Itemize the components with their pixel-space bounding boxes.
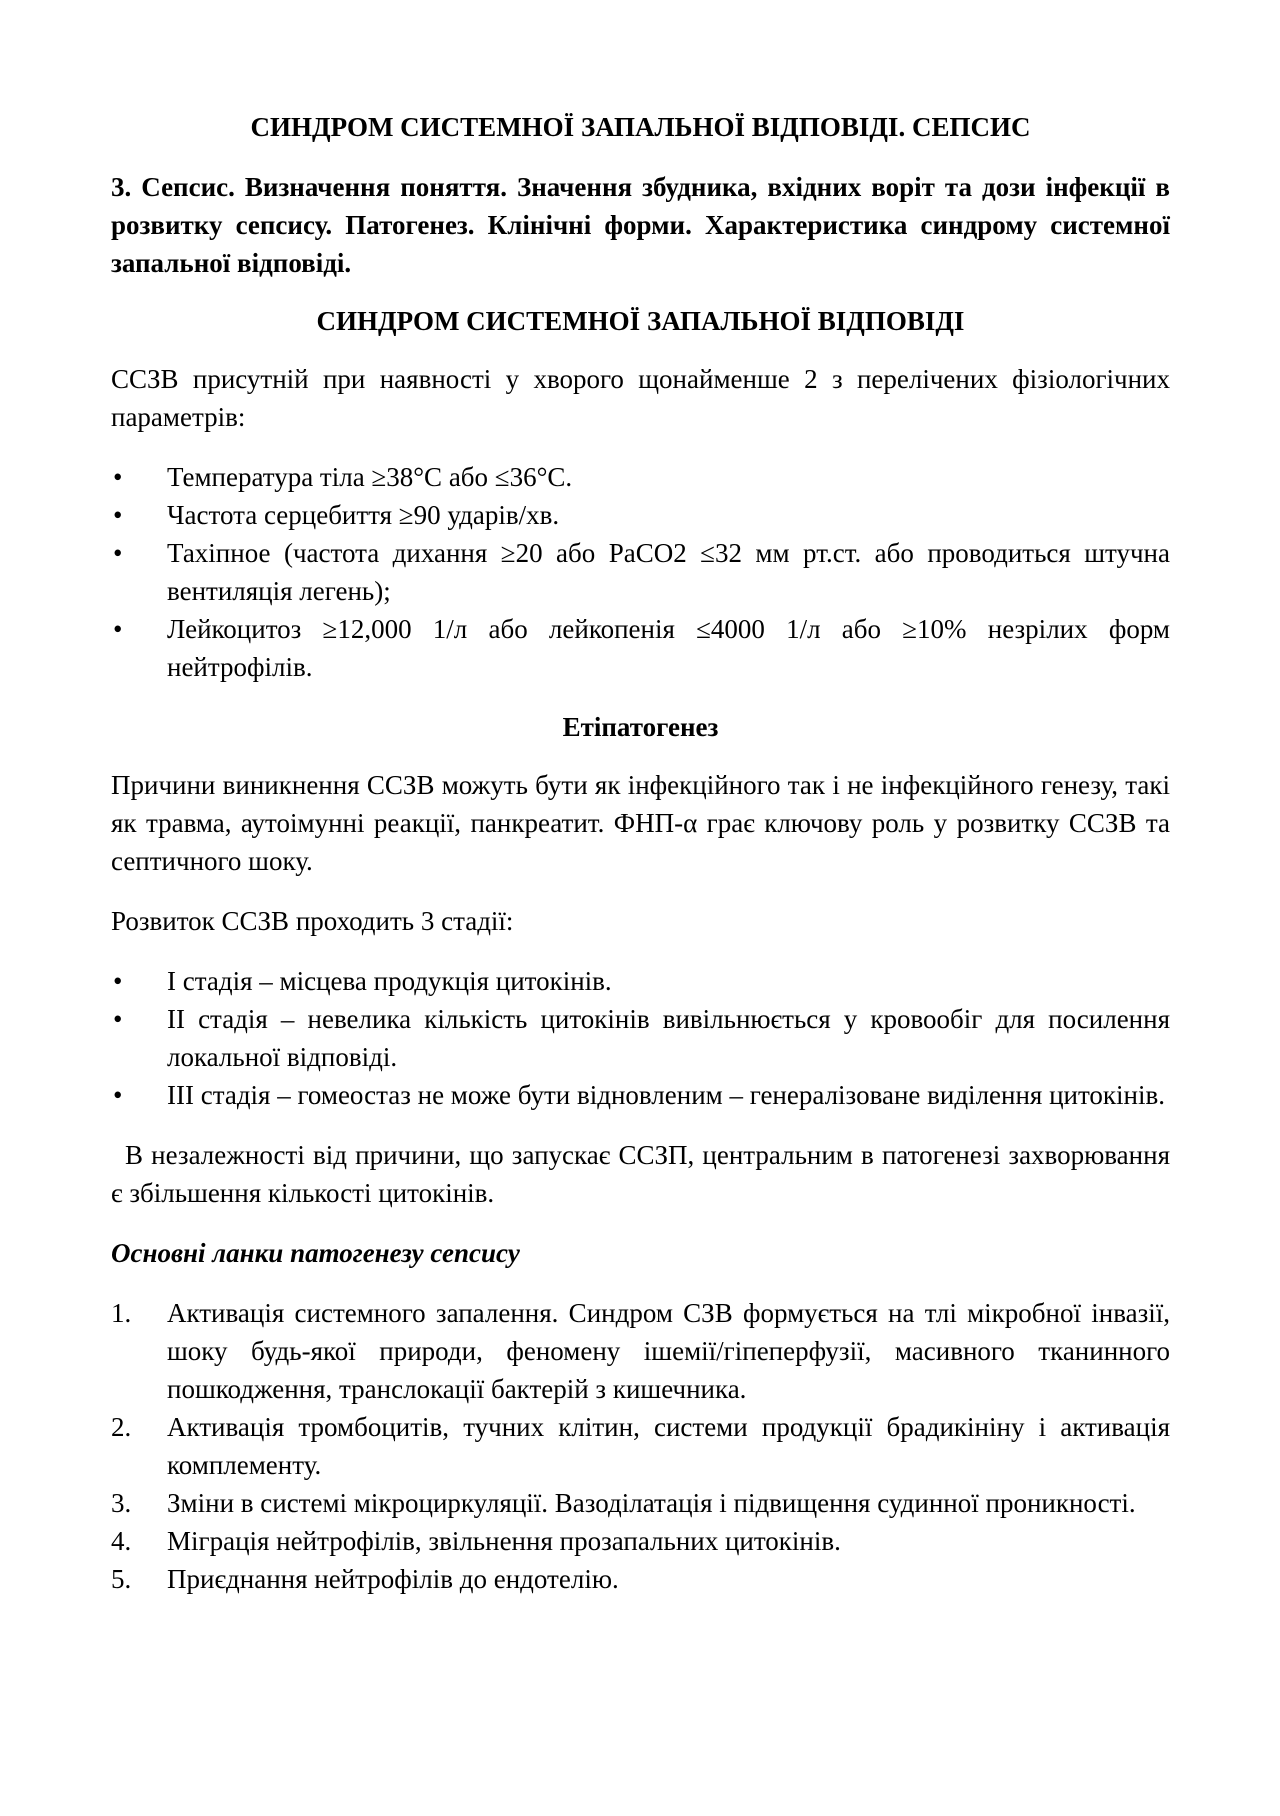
section-heading-sirs: СИНДРОМ СИСТЕМНОЇ ЗАПАЛЬНОЇ ВІДПОВІДІ: [316, 306, 965, 336]
list-item-text: Міграція нейтрофілів, звільнення прозапальних цитокінів.: [167, 1526, 841, 1556]
causes-paragraph: Причини виникнення ССЗВ можуть бути як інфекційного так і не інфекційного генезу, такі як травма, аутоімунні реакції, панкреатит. ФНП-α грає ключову роль у розвитку ССЗВ та септичного шоку.: [111, 770, 1170, 876]
document-page: [111, 108, 1170, 1620]
list-item: [111, 610, 1170, 686]
list-item: [111, 1000, 1170, 1076]
bullet-marker: •: [113, 966, 123, 996]
sirs-intro-paragraph: ССЗВ присутній при наявності у хворого щонайменше 2 з перелічених фізіологічних параметрів:: [111, 364, 1170, 432]
cytokines-paragraph: В незалежності від причини, що запускає ССЗП, центральним в патогенезі захворювання є збільшення кількості цитокінів.: [111, 1140, 1170, 1208]
list-item: [111, 458, 1170, 496]
list-number: 2.: [111, 1412, 132, 1442]
list-number: 3.: [111, 1488, 132, 1518]
list-item-text: Зміни в системі мікроциркуляції. Вазоділатація і підвищення судинної проникності.: [167, 1488, 1136, 1518]
bullet-marker: •: [113, 614, 123, 644]
list-item-text: II стадія – невелика кількість цитокінів вивільнюється у кровообіг для посилення локальної відповіді.: [167, 1004, 1170, 1072]
bullet-marker: •: [113, 462, 123, 492]
stages-list: [111, 962, 1170, 1114]
section-heading-etiopathogenesis: Етіпатогенез: [562, 712, 719, 742]
lead-paragraph: 3. Сепсис. Визначення поняття. Значення збудника, вхідних воріт та дози інфекції в розвитку сепсису. Патогенез. Клінічні форми. Характеристика синдрому системної запальної відповіді.: [111, 172, 1170, 278]
list-item: [111, 962, 1170, 1000]
list-item: [111, 496, 1170, 534]
pathogenesis-subheading: Основні ланки патогенезу сепсису: [111, 1238, 520, 1268]
list-item-text: Частота серцебиття ≥90 ударів/хв.: [167, 500, 560, 530]
list-item: [111, 1560, 1170, 1598]
list-item-text: Приєднання нейтрофілів до ендотелію.: [167, 1564, 619, 1594]
list-item-text: Активація тромбоцитів, тучних клітин, системи продукції брадикініну і активація комплементу.: [167, 1412, 1170, 1480]
list-item: [111, 1484, 1170, 1522]
list-item: [111, 1522, 1170, 1560]
list-item-text: Лейкоцитоз ≥12,000 1/л або лейкопенія ≤4000 1/л або ≥10% незрілих форм нейтрофілів.: [167, 614, 1170, 682]
list-item: [111, 1408, 1170, 1484]
pathogenesis-list: [111, 1294, 1170, 1598]
list-number: 1.: [111, 1298, 132, 1328]
list-item: [111, 1294, 1170, 1408]
bullet-marker: •: [113, 500, 123, 530]
list-number: 4.: [111, 1526, 132, 1556]
list-item: [111, 534, 1170, 610]
bullet-marker: •: [113, 1080, 123, 1110]
list-number: 5.: [111, 1564, 132, 1594]
list-item-text: III стадія – гомеостаз не може бути відновленим – генералізоване виділення цитокінів.: [167, 1080, 1165, 1110]
stages-intro-paragraph: Розвиток ССЗВ проходить 3 стадії:: [111, 906, 514, 936]
list-item-text: Тахіпное (частота дихання ≥20 або PaCO2 ≤32 мм рт.ст. або проводиться штучна вентиляція легень);: [167, 538, 1170, 606]
list-item-text: Активація системного запалення. Синдром СЗВ формується на тлі мікробної інвазії, шоку будь-якої природи, феномену ішемії/гіпеперфузії, масивного тканинного пошкодження, транслокації бактерій з кишечника.: [167, 1298, 1170, 1404]
bullet-marker: •: [113, 538, 123, 568]
list-item-text: Температура тіла ≥38°С або ≤36°С.: [167, 462, 573, 492]
list-item-text: I стадія – місцева продукція цитокінів.: [167, 966, 612, 996]
bullet-marker: •: [113, 1004, 123, 1034]
sirs-criteria-list: [111, 458, 1170, 686]
document-title: СИНДРОМ СИСТЕМНОЇ ЗАПАЛЬНОЇ ВІДПОВІДІ. СЕПСИС: [250, 112, 1031, 142]
list-item: [111, 1076, 1170, 1114]
